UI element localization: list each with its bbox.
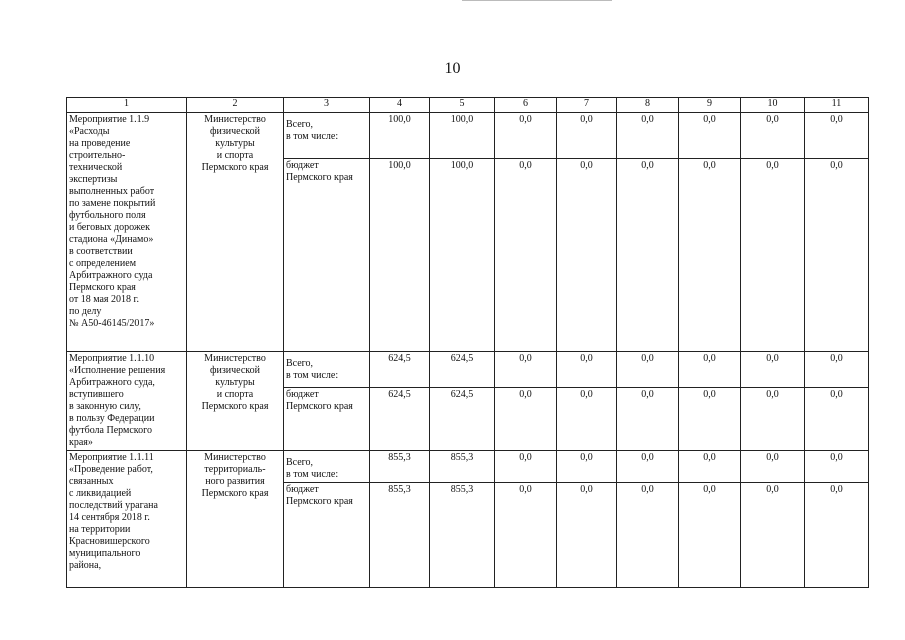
header-cell: 7 [557,98,617,113]
header-cell: 8 [617,98,679,113]
source-value-cell: 0,0 [617,159,679,352]
source-value-cell: 855,3 [430,483,495,588]
total-value-cell: 0,0 [805,113,869,159]
source-value-cell: 0,0 [679,387,741,450]
header-cell: 11 [805,98,869,113]
source-label-cell: бюджет Пермского края [284,483,370,588]
header-cell: 6 [495,98,557,113]
source-value-cell: 0,0 [557,387,617,450]
source-value-cell: 0,0 [805,387,869,450]
total-value-cell: 624,5 [430,352,495,388]
activity-name-cell: Мероприятие 1.1.10 «Исполнение решения Арбитражного суда, вступившего в законную силу, в пользу Федерации футбола Пермского края» [67,352,187,451]
page-number: 10 [444,60,461,77]
total-value-cell: 0,0 [617,352,679,388]
source-value-cell: 0,0 [617,483,679,588]
table-body [67,113,869,588]
source-value-cell: 624,5 [370,387,430,450]
source-value-cell: 0,0 [679,159,741,352]
total-value-cell: 0,0 [805,451,869,483]
total-value-cell: 0,0 [805,352,869,388]
source-value-cell: 0,0 [805,483,869,588]
total-value-cell: 855,3 [430,451,495,483]
total-value-cell: 0,0 [557,352,617,388]
total-value-cell: 0,0 [741,113,805,159]
total-value-cell: 855,3 [370,451,430,483]
source-value-cell: 0,0 [495,387,557,450]
executor-cell: Министерство физической культуры и спорта Пермского края [187,113,284,352]
table-row [67,113,869,159]
source-value-cell: 100,0 [430,159,495,352]
total-value-cell: 0,0 [617,113,679,159]
total-value-cell: 0,0 [495,113,557,159]
source-value-cell: 0,0 [741,387,805,450]
activity-name-cell: Мероприятие 1.1.9 «Расходы на проведение строительно- технической экспертизы выполненных работ по замене покрытий футбольного поля и беговых дорожек стадиона «Динамо» в соответствии с определением Арбитражного суда Пермского края от 18 мая 2018 г. по делу № А50-46145/2017» [67,113,187,352]
total-value-cell: 624,5 [370,352,430,388]
budget-table [66,97,869,588]
source-value-cell: 0,0 [679,483,741,588]
source-value-cell: 0,0 [557,483,617,588]
source-value-cell: 0,0 [617,387,679,450]
source-value-cell: 855,3 [370,483,430,588]
executor-cell: Министерство территориаль- ного развития Пермского края [187,451,284,588]
table-row [67,451,869,483]
total-label-cell: Всего, в том числе: [284,451,370,483]
source-value-cell: 624,5 [430,387,495,450]
total-value-cell: 0,0 [617,451,679,483]
activity-name-cell: Мероприятие 1.1.11 «Проведение работ, связанных с ликвидацией последствий урагана 14 сентября 2018 г. на территории Красновишерского муниципального района, [67,451,187,588]
source-value-cell: 100,0 [370,159,430,352]
total-value-cell: 0,0 [679,352,741,388]
total-value-cell: 0,0 [741,451,805,483]
header-cell: 2 [187,98,284,113]
header-cell: 5 [430,98,495,113]
header-cell: 3 [284,98,370,113]
total-value-cell: 0,0 [557,451,617,483]
header-cell: 10 [741,98,805,113]
source-value-cell: 0,0 [495,483,557,588]
scan-edge-mark [462,0,612,3]
total-value-cell: 0,0 [495,352,557,388]
total-value-cell: 100,0 [430,113,495,159]
source-value-cell: 0,0 [741,159,805,352]
executor-cell: Министерство физической культуры и спорта Пермского края [187,352,284,451]
total-value-cell: 0,0 [557,113,617,159]
header-row [67,98,869,113]
total-label-cell: Всего, в том числе: [284,113,370,159]
total-label-cell: Всего, в том числе: [284,352,370,388]
source-value-cell: 0,0 [557,159,617,352]
total-value-cell: 100,0 [370,113,430,159]
total-value-cell: 0,0 [679,451,741,483]
source-value-cell: 0,0 [495,159,557,352]
header-cell: 4 [370,98,430,113]
source-value-cell: 0,0 [741,483,805,588]
total-value-cell: 0,0 [741,352,805,388]
source-value-cell: 0,0 [805,159,869,352]
source-label-cell: бюджет Пермского края [284,387,370,450]
total-value-cell: 0,0 [679,113,741,159]
source-label-cell: бюджет Пермского края [284,159,370,352]
table-row [67,352,869,388]
header-cell: 9 [679,98,741,113]
total-value-cell: 0,0 [495,451,557,483]
header-cell: 1 [67,98,187,113]
